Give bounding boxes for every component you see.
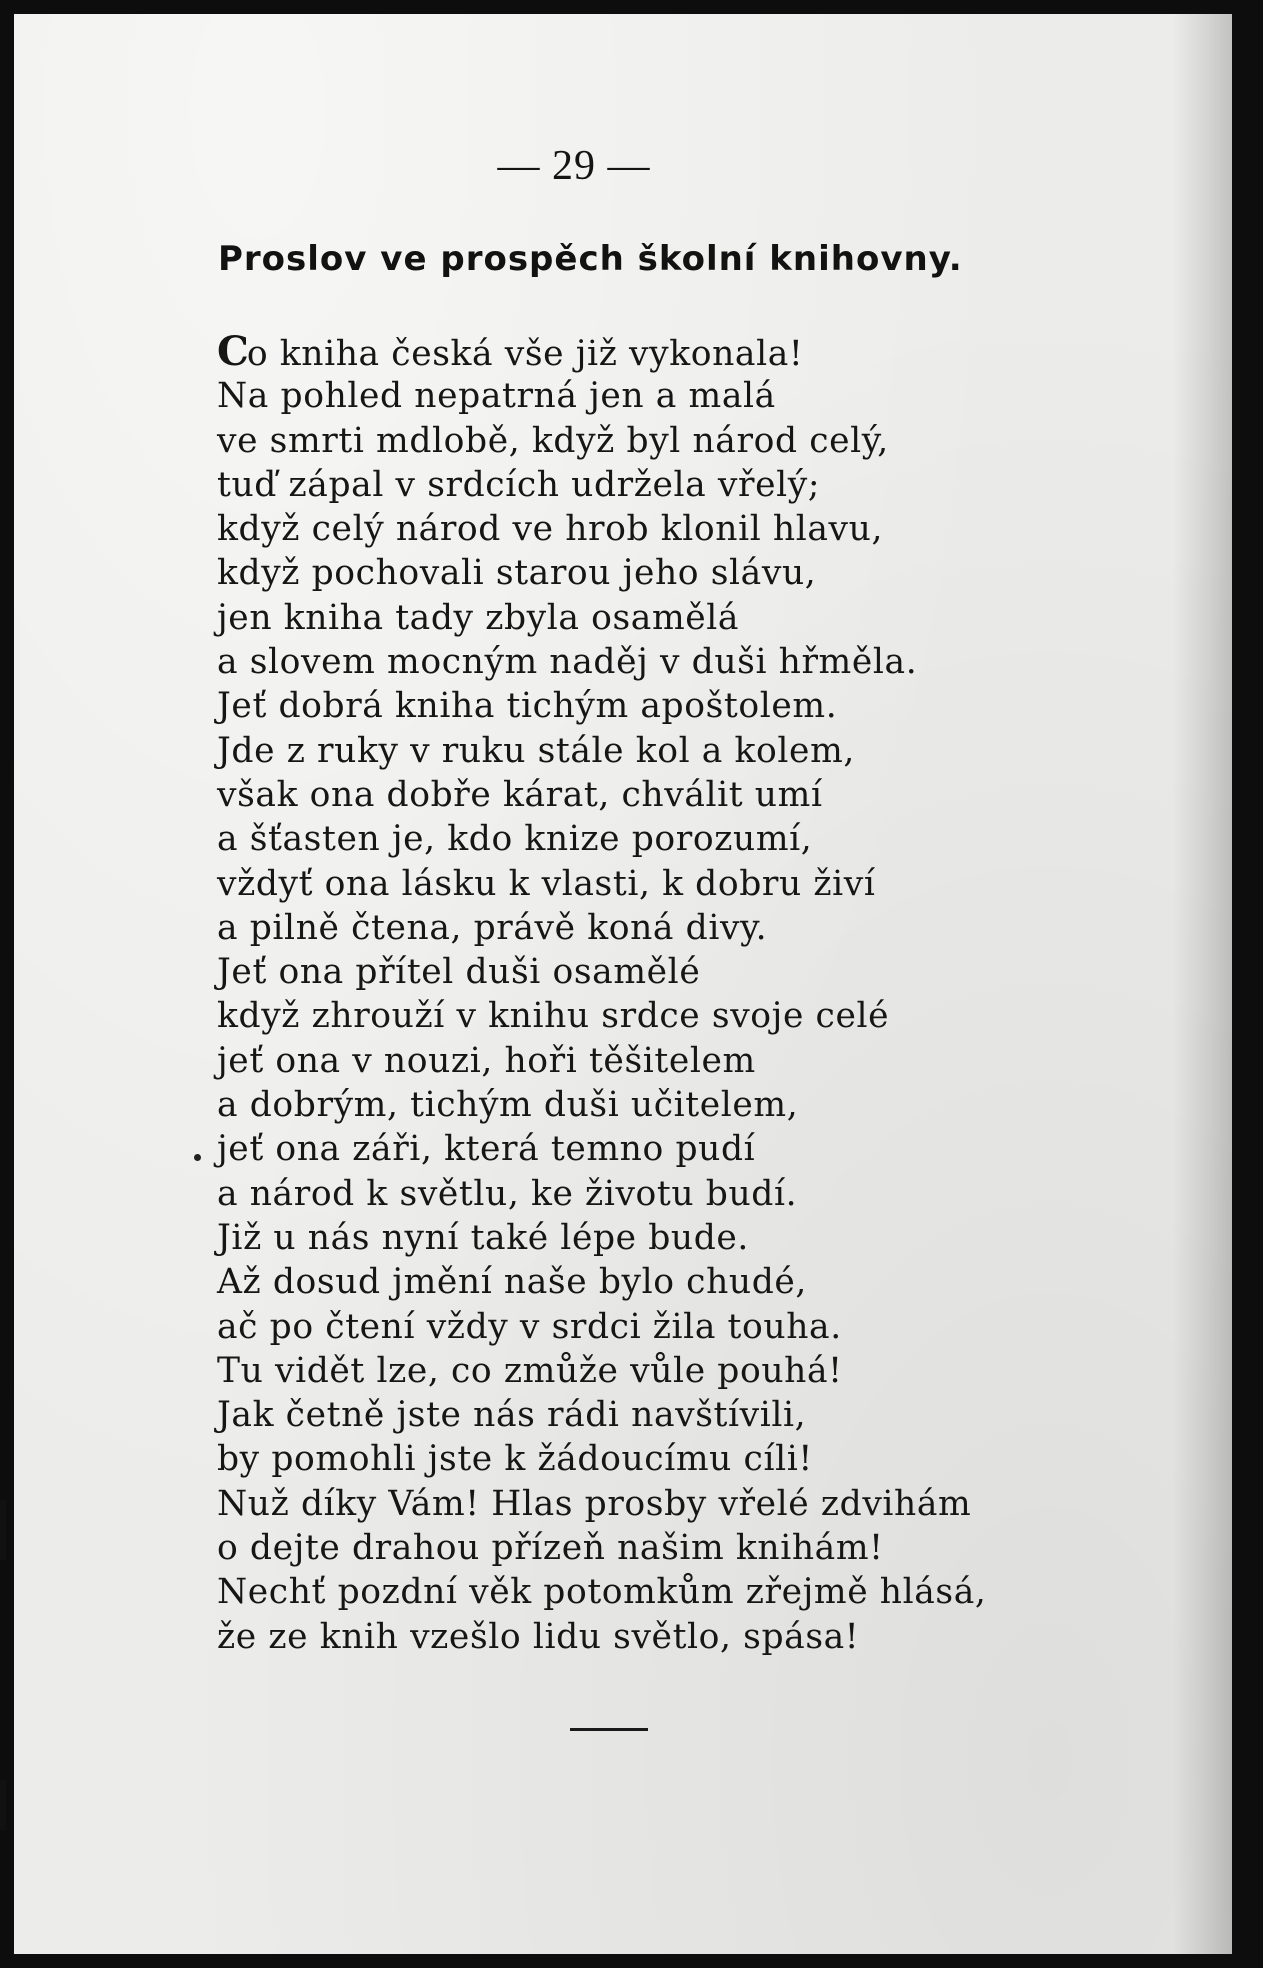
poem-line: a pilně čtena, právě koná divy. xyxy=(217,907,768,948)
poem-line: když celý národ ve hrob klonil hlavu, xyxy=(217,509,884,550)
poem-line: když zhrouží v knihu srdce svoje celé xyxy=(217,996,890,1037)
poem-line: by pomohli jste k žádoucímu cíli! xyxy=(217,1439,813,1480)
poem-line: Až dosud jmění naše bylo chudé, xyxy=(217,1262,807,1303)
poem-line: Již u nás nyní také lépe bude. xyxy=(217,1217,749,1258)
poem-line: ve smrti mdlobě, když byl národ celý, xyxy=(217,420,889,461)
page-number: — 29 — xyxy=(497,143,651,189)
poem-line: Nechť pozdní věk potomkům zřejmě hlásá, xyxy=(217,1572,987,1613)
poem-line: Tu vidět lze, co zmůže vůle pouhá! xyxy=(217,1350,843,1391)
poem-line: že ze knih vzešlo lidu světlo, spása! xyxy=(217,1616,860,1657)
poem-line: však ona dobře kárat, chválit umí xyxy=(217,774,823,815)
poem-line-first xyxy=(217,330,986,374)
poem-body xyxy=(217,330,986,1659)
edge-mark-left xyxy=(0,1500,6,1560)
poem-line: o dejte drahou přízeň našim knihám! xyxy=(217,1528,884,1569)
poem-line: a národ k světlu, ke životu budí. xyxy=(217,1173,798,1214)
poem-line: a slovem mocným naděj v duši hřměla. xyxy=(217,642,918,683)
poem-line: Jak četně jste nás rádi navštívili, xyxy=(217,1395,807,1436)
poem-line: Jeť ona přítel duši osamělé xyxy=(217,952,701,993)
poem-line: a dobrým, tichým duši učitelem, xyxy=(217,1085,799,1126)
poem-line: Jeť dobrá kniha tichým apoštolem. xyxy=(217,686,838,727)
poem-line: a šťasten je, kdo knize porozumí, xyxy=(217,819,813,860)
poem-line: jeť ona záři, která temno pudí xyxy=(217,1129,756,1170)
poem-line: jen kniha tady zbyla osamělá xyxy=(217,597,740,638)
edge-mark-left-lower xyxy=(0,1780,6,1830)
drop-cap: C xyxy=(217,328,247,375)
stray-dot-mark xyxy=(194,1154,201,1161)
book-page xyxy=(14,14,1232,1954)
poem-line: Jde z ruky v ruku stále kol a kolem, xyxy=(217,730,855,771)
poem-title: Proslov ve prospěch školní knihovny. xyxy=(218,239,963,279)
poem-line: vždyť ona lásku k vlasti, k dobru živí xyxy=(217,863,876,904)
poem-line: Nuž díky Vám! Hlas prosby vřelé zdvihám xyxy=(217,1483,972,1524)
poem-line: jeť ona v nouzi, hoři těšitelem xyxy=(217,1040,756,1081)
end-rule xyxy=(570,1728,648,1731)
page-gutter-shadow xyxy=(1172,14,1232,1954)
poem-line: ač po čtení vždy v srdci žila touha. xyxy=(217,1306,842,1347)
poem-line-first-text: o kniha česká vše již vykonala! xyxy=(246,334,804,374)
poem-line: Na pohled nepatrná jen a malá xyxy=(217,376,776,417)
poem-line: když pochovali starou jeho slávu, xyxy=(217,553,817,594)
poem-line: tuď zápal v srdcích udržela vřelý; xyxy=(217,464,821,505)
